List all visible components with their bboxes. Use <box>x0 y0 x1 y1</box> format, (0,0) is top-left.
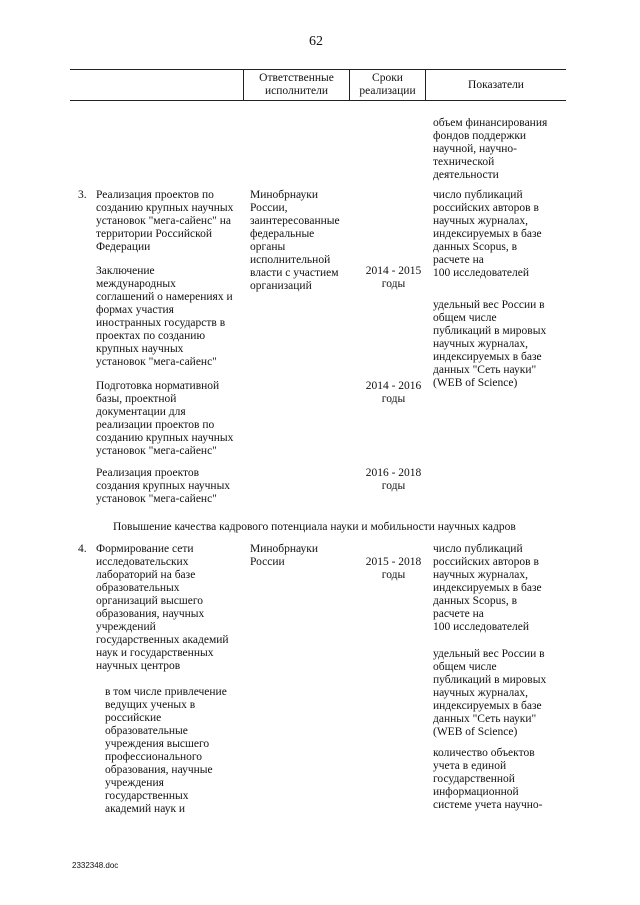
item3-indicator-2: удельный вес России в общем числе публикаций в мировых научных журналах, индексируемых в базе данных "Сеть науки" (WEB of Science) <box>433 299 547 389</box>
item4-period: 2015 - 2018 годы <box>365 556 422 581</box>
top-indicator: объем финансирования фондов поддержки научной, научно- технической деятельности <box>433 117 548 181</box>
item3-number: 3. <box>78 189 87 201</box>
item3-sub3-period: 2016 - 2018 годы <box>365 467 422 492</box>
item4-subtext: в том числе привлечение ведущих ученых в российские образовательные учреждения высшего профессионального образования, научные учреждения государственных академий наук и <box>105 686 227 815</box>
item3-sub3-text: Реализация проектов создания крупных научных установок "мега-сайенс" <box>96 467 231 505</box>
item3-responsible: Минобрнауки России, заинтересованные федеральные органы исполнительной власти с участием организаций <box>250 189 340 292</box>
item3-sub2-period: 2014 - 2016 годы <box>365 380 422 405</box>
header-responsible: Ответственные исполнители <box>259 72 334 97</box>
item3-sub2-text: Подготовка нормативной базы, проектной документации для реализации проектов по созданию крупных научных установок "мега-сайенс" <box>96 380 234 457</box>
item4-indicator-2: удельный вес России в общем числе публикаций в мировых научных журналах, индексируемых в базе данных "Сеть науки" (WEB of Science) <box>433 648 547 738</box>
item3-sub1-text: Заключение международных соглашений о намерениях и формах участия иностранных государств в проектах по созданию крупных научных установок "мега-сайенс" <box>96 265 233 368</box>
item4-responsible: Минобрнауки России <box>250 543 319 568</box>
header-bottom-rule <box>70 100 566 101</box>
footer-filename: 2332348.doc <box>72 861 119 870</box>
item4-number: 4. <box>78 543 87 555</box>
item4-title: Формирование сети исследовательских лабораторий на базе образовательных организаций высшего образования, научных учреждений государственных академий наук и государственных научных центров <box>96 543 229 672</box>
section-heading: Повышение качества кадрового потенциала науки и мобильности научных кадров <box>113 521 516 533</box>
item3-sub1-period: 2014 - 2015 годы <box>365 265 422 290</box>
header-indicators: Показатели <box>468 79 524 91</box>
header-top-rule <box>70 69 566 70</box>
item4-indicator-3: количество объектов учета в единой государственной информационной системе учета научно- <box>433 747 543 811</box>
header-deadlines: Сроки реализации <box>359 72 416 97</box>
item3-indicator-1: число публикаций российских авторов в научных журналах, индексируемых в базе данных Scopus, в расчете на 100 исследователей <box>433 189 542 279</box>
page-number: 62 <box>309 34 323 49</box>
item4-indicator-1: число публикаций российских авторов в научных журналах, индексируемых в базе данных Scopus, в расчете на 100 исследователей <box>433 543 542 633</box>
item3-title: Реализация проектов по созданию крупных научных установок "мега-сайенс" на территории Российской Федерации <box>96 189 234 253</box>
